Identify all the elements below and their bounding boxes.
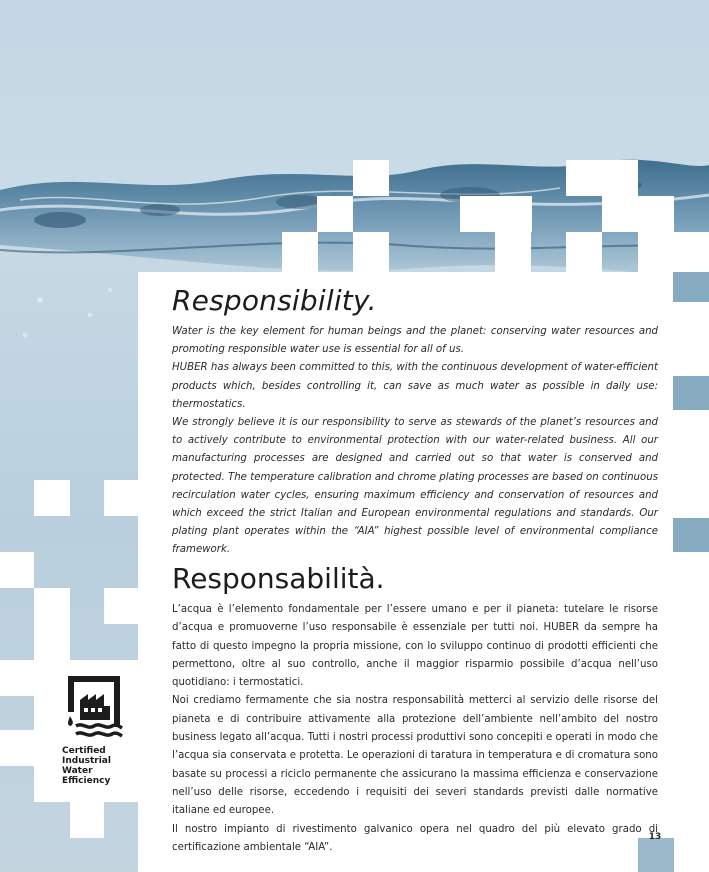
body-italian [172,601,658,857]
decor-square [34,480,70,516]
decor-square [0,552,34,588]
decor-square [460,196,532,232]
certification-label-line: Industrial [62,756,111,766]
decor-square [602,196,638,232]
decor-square [34,624,70,660]
decor-square [104,588,138,624]
decor-square [282,232,318,272]
paragraph: L’acqua è l’elemento fondamentale per l’essere umano e per il pianeta: tutelare le risorse d’acqua e promuoverne l’uso responsabile è essenziale per tutti noi. HUBER da sempre ha fatto di questo impegno la propria missione, con lo sviluppo continuo di prodotti efficienti che permettono, oltre al suo controllo, anche il maggior risparmio possibile d’acqua nell’uso quotidiano: i termostatici. [172,604,658,689]
decor-square [495,232,531,272]
decor-square [353,160,389,196]
decor-square [638,196,674,232]
accent-square [673,272,709,302]
decor-square [104,480,138,516]
paragraph: Noi crediamo fermamente che sia nostra responsabilità metterci al servizio delle risorse del pianeta e di contribuire attivamente alla protezione dell’ambiente nell’ambito del nostro business legato all’acqua. Tutti i nostri processi produttivi sono concepiti e operati in modo che l’acqua sia conservata e protetta. Le operazioni di taratura in temperatura e di cromatura sono basate su processi a riciclo permanente che assicurano la massima efficienza e conservazione nell’uso delle risorse, eccedendo i requisiti dei severi standards previsti dalle normative italiane ed europee. [172,695,658,817]
paragraph: We strongly believe it is our responsibility to serve as stewards of the planet’s resources and to actively contribute to environmental protection with our water-related business. All our manufacturing processes are designed and carried out so that water is conserved and protected. The temperature calibration and chrome plating processes are based on continuous recirculation water cycles, ensuring maximum efficiency and conservation of resources and which exceed the strict Italian and European environmental regulations and standards. Our plating plant operates within the “AIA” highest possible level of environmental compliance framework. [172,417,658,556]
accent-square [673,376,709,410]
certification-label-line: Efficiency [62,776,111,786]
factory-water-icon [60,676,130,740]
decor-square [638,232,709,272]
body-english [172,323,658,560]
certification-label [62,746,132,786]
decor-square [34,588,70,624]
decor-square [70,802,104,838]
decor-square [353,232,389,272]
page-number-tab [638,832,674,872]
decor-square [566,160,638,196]
certification-label-line: Certified [62,746,106,756]
decor-square [0,730,34,766]
accent-square [673,518,709,552]
paragraph: Water is the key element for human beings and the planet: conserving water resources and promoting responsible water use is essential for all of us. [172,326,658,356]
certification-label-line: Water [62,766,93,776]
decor-square [317,196,353,232]
heading-english: Responsibility. [172,284,377,317]
paragraph: Il nostro impianto di rivestimento galvanico opera nel quadro del più elevato grado di certificazione ambientale “AIA”. [172,823,658,853]
page-number: 13 [648,832,662,842]
paragraph: HUBER has always been committed to this, with the continuous development of water-efficient products which, besides controlling it, can save as much water as possible in daily use: thermostatics. [172,362,658,410]
heading-italian: Responsabilità. [172,562,385,595]
decor-square [566,232,602,272]
